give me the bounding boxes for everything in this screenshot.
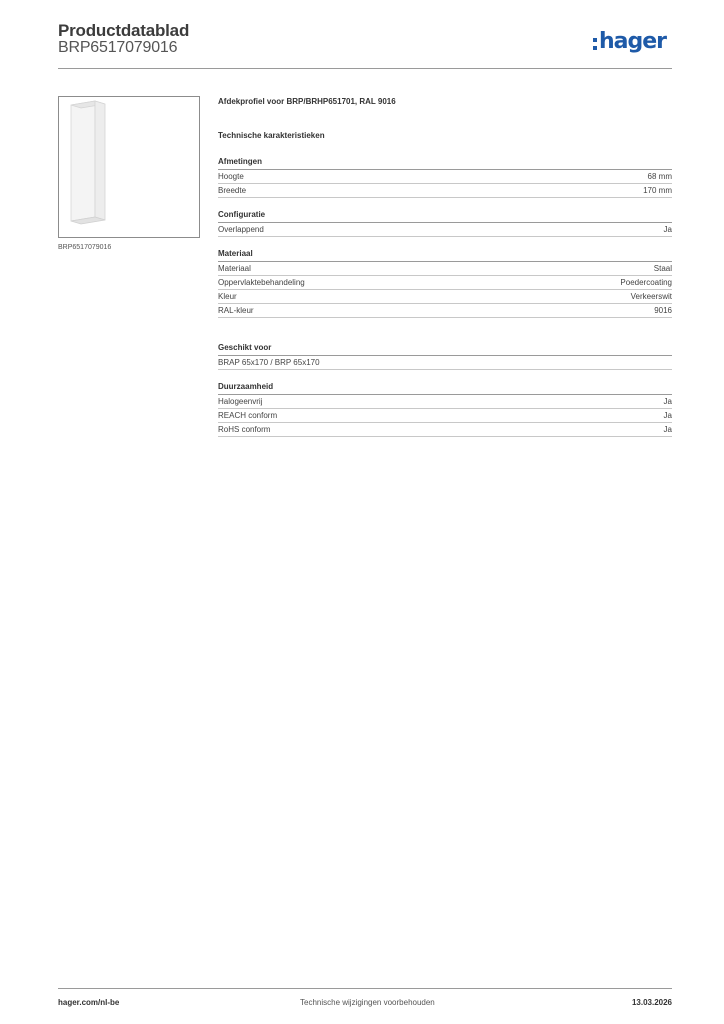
- spec-value: Ja: [663, 411, 672, 420]
- spec-row: [218, 184, 672, 198]
- spec-label: Materiaal: [218, 264, 251, 273]
- section-title: Afmetingen: [218, 156, 672, 170]
- product-code: BRP6517079016: [58, 39, 178, 56]
- spec-value: Poedercoating: [620, 278, 672, 287]
- spec-row: [218, 304, 672, 318]
- logo-dots-icon: [593, 38, 597, 50]
- spec-label: Overlappend: [218, 225, 264, 234]
- spec-label: REACH conform: [218, 411, 278, 420]
- spec-value: Ja: [663, 425, 672, 434]
- spec-value: Ja: [663, 225, 672, 234]
- spec-label: Kleur: [218, 292, 237, 301]
- footer-disclaimer: Technische wijzigingen voorbehouden: [300, 998, 435, 1007]
- spec-label: BRAP 65x170 / BRP 65x170: [218, 358, 320, 367]
- section-title: Configuratie: [218, 209, 672, 223]
- spec-section: [218, 381, 672, 437]
- spec-value: Verkeerswit: [630, 292, 672, 301]
- section-title: Geschikt voor: [218, 342, 672, 356]
- spec-row: [218, 170, 672, 184]
- spec-value: 9016: [654, 306, 672, 315]
- spec-content: [218, 96, 672, 437]
- cover-profile-illustration: [59, 97, 199, 237]
- image-caption: BRP6517079016: [58, 244, 112, 251]
- spec-sections: [218, 156, 672, 437]
- spec-section: [218, 248, 672, 318]
- spec-label: Halogeenvrij: [218, 397, 263, 406]
- spec-value: 170 mm: [643, 186, 672, 195]
- spec-section: [218, 156, 672, 198]
- footer-divider: [58, 988, 672, 989]
- product-image: [58, 96, 200, 238]
- spec-row: [218, 290, 672, 304]
- section-title: Duurzaamheid: [218, 381, 672, 395]
- spec-label: RAL-kleur: [218, 306, 254, 315]
- spec-label: Breedte: [218, 186, 247, 195]
- spec-row: [218, 262, 672, 276]
- spec-row: [218, 409, 672, 423]
- footer-date: 13.03.2026: [631, 998, 672, 1007]
- spec-label: RoHS conform: [218, 425, 271, 434]
- spec-value: 68 mm: [647, 172, 672, 181]
- product-title: Afdekprofiel voor BRP/BRHP651701, RAL 9016: [218, 97, 396, 106]
- footer-website[interactable]: hager.com/nl-be: [58, 998, 120, 1007]
- spec-value: Ja: [663, 397, 672, 406]
- tech-heading: Technische karakteristieken: [218, 131, 325, 140]
- spec-section: [218, 209, 672, 237]
- hager-logo: [593, 29, 666, 55]
- header-divider: [58, 68, 672, 69]
- logo-text: hager: [599, 29, 667, 54]
- page-title: Productdatablad: [58, 21, 190, 40]
- spec-section: [218, 342, 672, 370]
- spec-row: [218, 395, 672, 409]
- spec-label: Oppervlaktebehandeling: [218, 278, 305, 287]
- spec-row: [218, 356, 672, 370]
- spec-row: [218, 276, 672, 290]
- spec-row: [218, 223, 672, 237]
- spec-row: [218, 423, 672, 437]
- spec-label: Hoogte: [218, 172, 244, 181]
- spec-value: Staal: [653, 264, 672, 273]
- section-title: Materiaal: [218, 248, 672, 262]
